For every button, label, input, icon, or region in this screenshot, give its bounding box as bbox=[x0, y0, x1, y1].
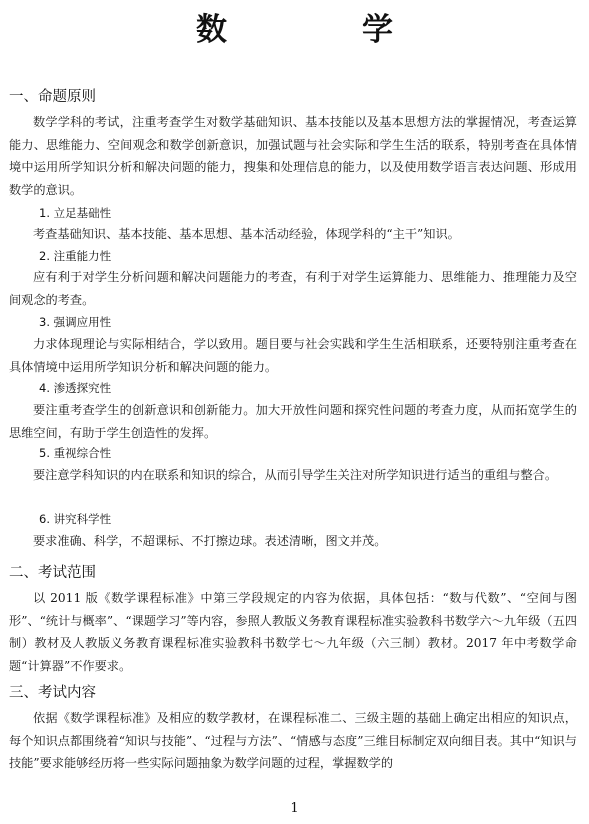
principle-2-title: 2. 注重能力性 bbox=[39, 249, 112, 263]
principle-2-text: 应有利于对学生分析问题和解决问题能力的考查，有利于对学生运算能力、思维能力、推理能力及空间观念的考查。 bbox=[9, 270, 577, 307]
principle-1-title: 1. 立足基础性 bbox=[39, 206, 112, 220]
principle-3-text: 力求体现理论与实际相结合，学以致用。题目要与社会实践和学生生活相联系，还要特别注重考查在具体情境中运用所学知识分析和解决问题的能力。 bbox=[9, 337, 577, 374]
principle-6-text: 要求准确、科学，不超课标、不打擦边球。表述清晰，图文并茂。 bbox=[33, 534, 387, 548]
section-scope-text: 以 2011 版《数学课程标准》中第三学段规定的内容为依据，具体包括：“数与代数”、“空间与图形”、“统计与概率”、“课题学习”等内容，参照人教版义务教育课程标准实验教科书数学六～九年级（五四制）教材及人教版义务教育课程标准实验教科书数学七～九年级（六三制）教材。2017 年中考数学命题“计算器”不作要求。 bbox=[9, 591, 577, 673]
section-heading-content: 三、考试内容 bbox=[9, 685, 96, 701]
principle-5-text: 要注意学科知识的内在联系和知识的综合，从而引导学生关注对所学知识进行适当的重组与整合。 bbox=[33, 468, 558, 482]
principle-4-text: 要注重考查学生的创新意识和创新能力。加大开放性问题和探究性问题的考查力度，从而拓宽学生的思维空间，有助于学生创造性的发挥。 bbox=[9, 403, 577, 440]
principle-5-title: 5. 重视综合性 bbox=[39, 446, 112, 460]
section-content-text: 依据《数学课程标准》及相应的数学教材，在课程标准二、三级主题的基础上确定出相应的知识点，每个知识点都围绕着“知识与技能”、“过程与方法”、“情感与态度”三维目标制定双向细目表。其中“知识与技能”要求能够经历将一些实际问题抽象为数学问题的过程，掌握数学的 bbox=[9, 711, 577, 770]
principle-3-title: 3. 强调应用性 bbox=[39, 315, 112, 329]
principle-6-title: 6. 讲究科学性 bbox=[39, 512, 112, 526]
principle-1-text: 考查基础知识、基本技能、基本思想、基本活动经验，体现学科的“主干”知识。 bbox=[33, 227, 460, 241]
section-heading-principles: 一、命题原则 bbox=[9, 89, 96, 105]
page-number: 1 bbox=[290, 801, 299, 816]
page-title: 数 学 bbox=[196, 12, 445, 48]
section-principles-intro: 数学学科的考试，注重考查学生对数学基础知识、基本技能以及基本思想方法的掌握情况，考查运算能力、思维能力、空间观念和数学创新意识，加强试题与社会实际和学生生活的联系，特别考查在具体情境中运用所学知识分析和解决问题的能力，搜集和处理信息的能力，以及使用数学语言表达问题、形成用数学的意识。 bbox=[9, 115, 577, 197]
section-heading-scope: 二、考试范围 bbox=[9, 565, 96, 581]
principle-4-title: 4. 渗透探究性 bbox=[39, 381, 112, 395]
